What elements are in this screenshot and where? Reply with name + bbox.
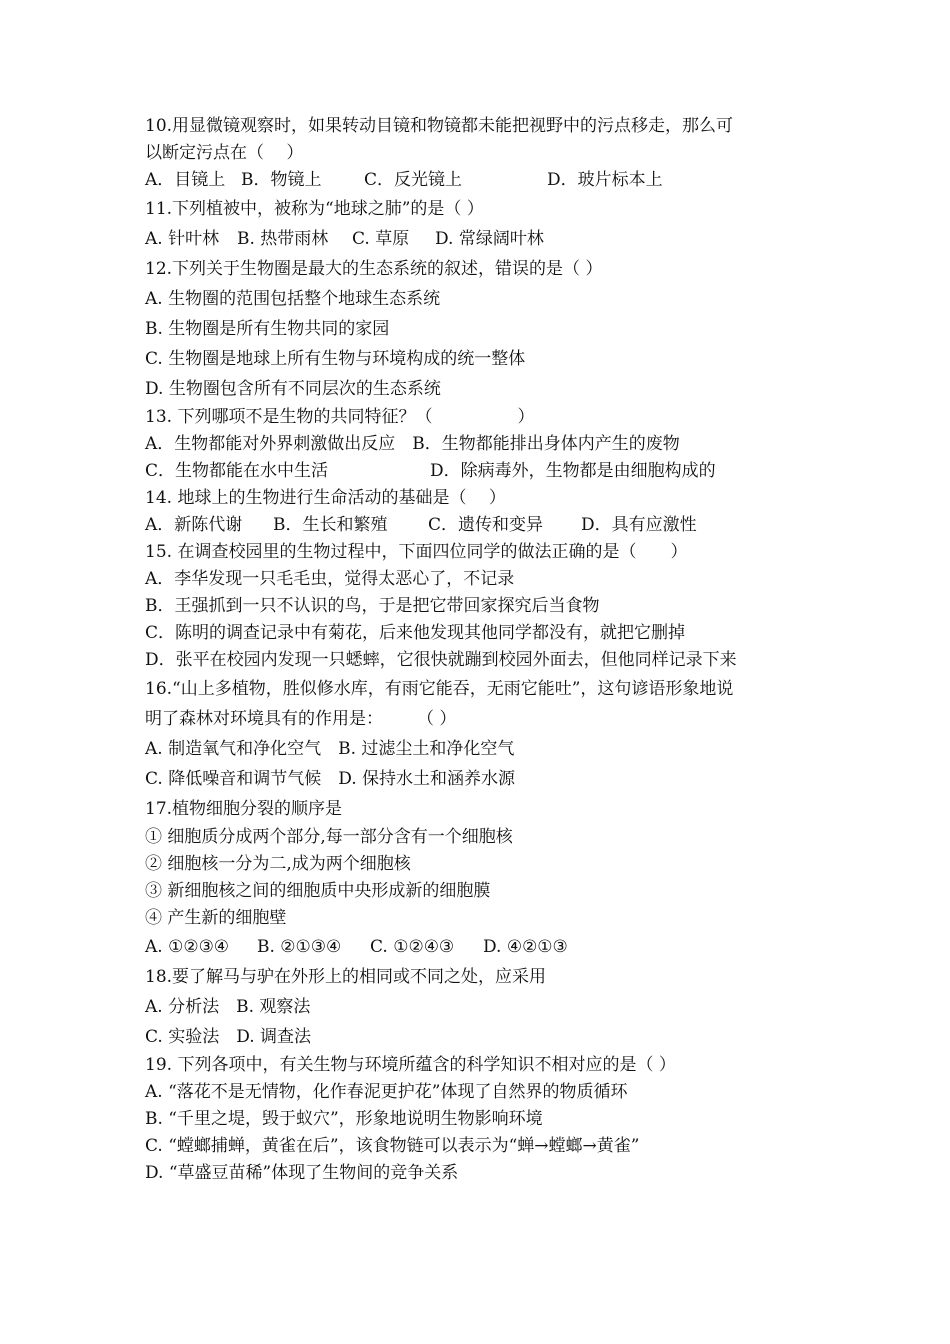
question-stem: 18.要了解马与驴在外形上的相同或不同之处，应采用 <box>145 967 547 987</box>
option-row: A. 制造氧气和净化空气 B. 过滤尘土和净化空气 <box>145 739 515 759</box>
option-row <box>145 167 825 194</box>
option-a: A. “落花不是无情物，化作春泥更护花”体现了自然界的物质循环 <box>145 1082 628 1102</box>
option-row: A. 分析法 B. 观察法 <box>145 997 311 1017</box>
option-row <box>145 512 825 539</box>
option-c: C．反光镜上 <box>364 170 463 190</box>
question-stem: 16.“山上多植物，胜似修水库，有雨它能吞，无雨它能吐”，这句谚语形象地说 <box>145 679 734 699</box>
option-b: B．生长和繁殖 <box>273 515 388 535</box>
option-b: B. 生物圈是所有生物共同的家园 <box>145 319 390 339</box>
option-row: A．生物都能对外界刺激做出反应 B．生物都能排出身体内产生的废物 <box>145 434 680 454</box>
question-12 <box>145 254 825 404</box>
option-d: D. 常绿阔叶林 <box>435 229 544 249</box>
question-stem: 以断定污点在（ ） <box>145 143 304 163</box>
option-a: A．李华发现一只毛毛虫，觉得太恶心了，不记录 <box>145 569 515 589</box>
question-stem: 13. 下列哪项不是生物的共同特征？（ ） <box>145 407 535 427</box>
question-17 <box>145 794 825 962</box>
option-b: B．物镜上 <box>241 170 322 190</box>
question-stem: 14. 地球上的生物进行生命活动的基础是（ ） <box>145 488 506 508</box>
option-c: C. “螳螂捕蝉，黄雀在后”，该食物链可以表示为“蝉→螳螂→黄雀” <box>145 1136 640 1156</box>
option-d: D. “草盛豆苗稀”体现了生物间的竞争关系 <box>145 1163 459 1183</box>
step-item: ④ 产生新的细胞壁 <box>145 908 287 928</box>
question-stem: 11.下列植被中，被称为“地球之肺”的是（ ） <box>145 199 484 219</box>
question-stem: 17.植物细胞分裂的顺序是 <box>145 799 343 819</box>
question-14 <box>145 485 825 539</box>
option-d: D. 生物圈包含所有不同层次的生态系统 <box>145 379 441 399</box>
question-11 <box>145 194 825 254</box>
option-d: D．张平在校园内发现一只蟋蟀，它很快就蹦到校园外面去，但他同样记录下来 <box>145 650 737 670</box>
question-10 <box>145 113 825 194</box>
question-13 <box>145 404 825 485</box>
step-item: ① 细胞质分成两个部分,每一部分含有一个细胞核 <box>145 827 513 847</box>
question-stem: 明了森林对环境具有的作用是： （ ） <box>145 709 457 729</box>
option-row: C. 实验法 D. 调查法 <box>145 1027 312 1047</box>
option-row <box>145 932 825 962</box>
question-list <box>145 113 825 1187</box>
question-stem: 10.用显微镜观察时，如果转动目镜和物镜都未能把视野中的污点移走，那么可 <box>145 116 734 136</box>
option-b: B. 热带雨林 <box>237 229 329 249</box>
option-c: C．陈明的调查记录中有菊花，后来他发现其他同学都没有，就把它删掉 <box>145 623 686 643</box>
option-a: A. 针叶林 <box>145 229 220 249</box>
question-16 <box>145 674 825 794</box>
question-19 <box>145 1052 825 1187</box>
option-a: A．新陈代谢 <box>145 515 243 535</box>
option-d: D. ④②①③ <box>483 937 568 957</box>
option-a: A. ①②③④ <box>145 937 230 957</box>
option-row <box>145 224 825 254</box>
option-d: D．玻片标本上 <box>547 170 663 190</box>
option-c: C. 生物圈是地球上所有生物与环境构成的统一整体 <box>145 349 526 369</box>
question-stem: 12.下列关于生物圈是最大的生态系统的叙述，错误的是（ ） <box>145 259 603 279</box>
question-18 <box>145 962 825 1052</box>
option-c: C．遗传和变异 <box>428 515 544 535</box>
option-row: C．生物都能在水中生活 D．除病毒外，生物都是由细胞构成的 <box>145 461 716 481</box>
step-item: ② 细胞核一分为二,成为两个细胞核 <box>145 854 411 874</box>
option-b: B. ②①③④ <box>257 937 342 957</box>
option-b: B．王强抓到一只不认识的鸟，于是把它带回家探究后当食物 <box>145 596 600 616</box>
option-a: A. 生物圈的范围包括整个地球生态系统 <box>145 289 441 309</box>
option-c: C. ①②④③ <box>370 937 455 957</box>
option-a: A．目镜上 <box>145 170 226 190</box>
step-item: ③ 新细胞核之间的细胞质中央形成新的细胞膜 <box>145 881 491 901</box>
question-stem: 19. 下列各项中，有关生物与环境所蕴含的科学知识不相对应的是（ ） <box>145 1055 676 1075</box>
option-d: D．具有应激性 <box>581 515 697 535</box>
question-stem: 15. 在调查校园里的生物过程中，下面四位同学的做法正确的是（ ） <box>145 542 688 562</box>
question-15 <box>145 539 825 674</box>
option-c: C. 草原 <box>352 229 410 249</box>
option-row: C. 降低噪音和调节气候 D. 保持水土和涵养水源 <box>145 769 516 789</box>
option-b: B. “千里之堤，毁于蚁穴”，形象地说明生物影响环境 <box>145 1109 543 1129</box>
